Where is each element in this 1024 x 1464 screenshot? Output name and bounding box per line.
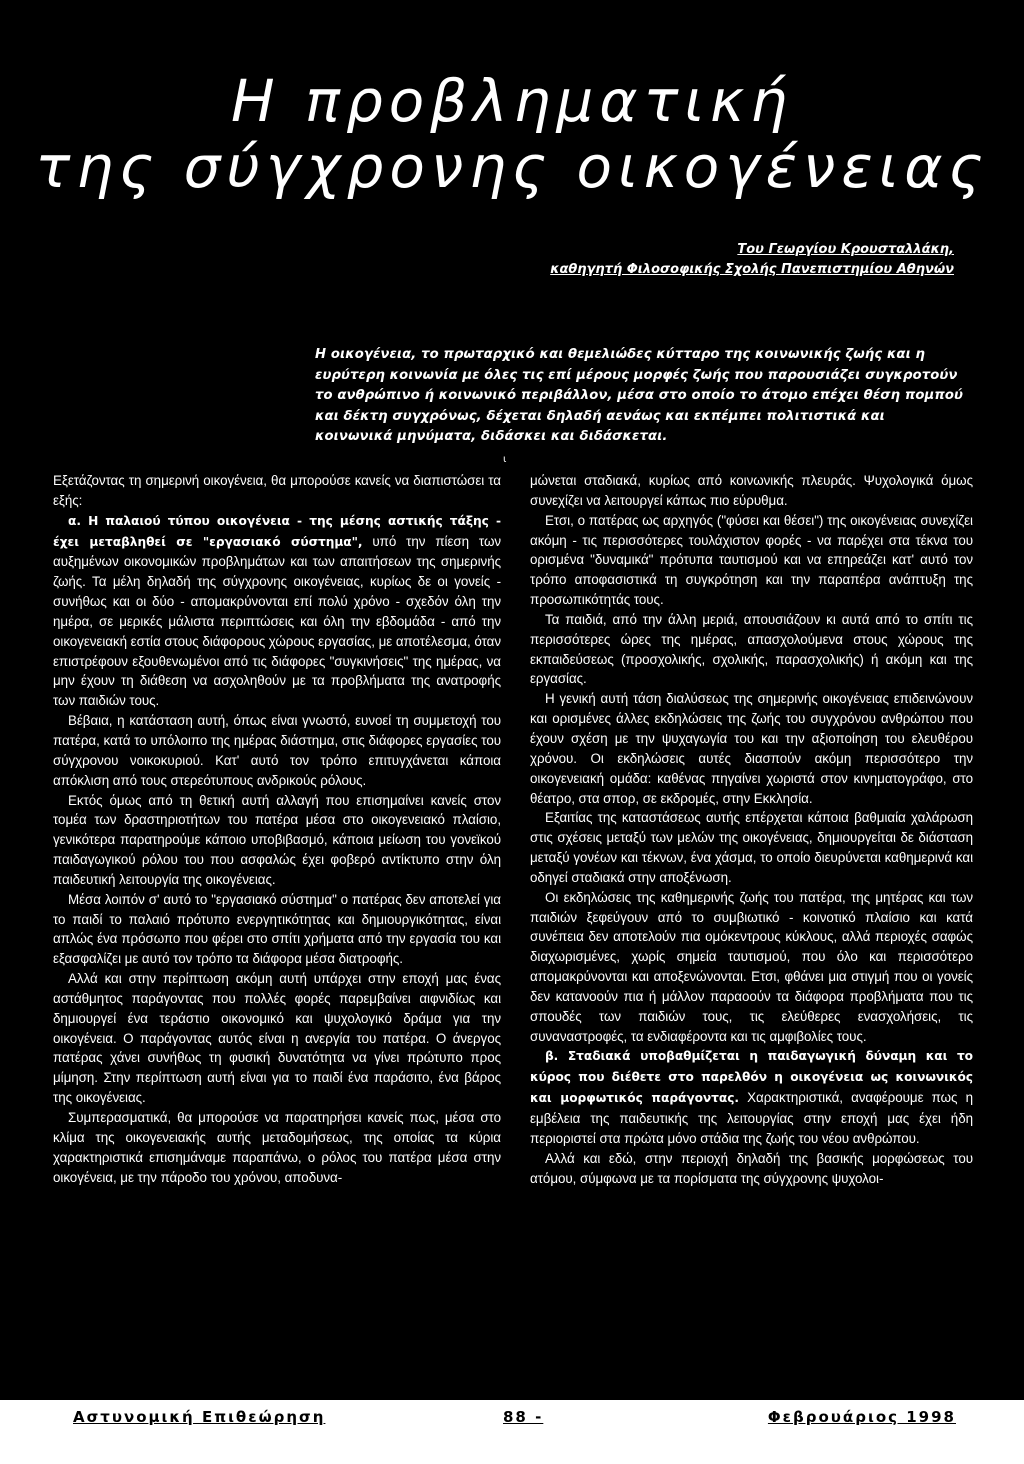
- text-column-left: [53, 471, 501, 1187]
- decorative-mark: ι: [503, 454, 507, 465]
- paragraph: Αλλά και στην περίπτωση ακόμη αυτή υπάρχει στην εποχή μας ένας αστάθμητος παράγοντας που πολλές φορές παρεμβαίνει αιφνιδίως και δημιουργεί ένα τεράστιο οικονομικό και ψυχολογικό δράμα για την οικογένεια. Ο παράγοντας αυτός είναι η ανεργία του πατέρα. Ο άνεργος πατέρας χάνει συνήθως τη φυσική δυνατότητα να γίνει πρώτυπο προς μίμηση. Στην περίπτωση αυτή είναι για το παιδί ένα παράσιτο, ένα βάρος της οικογένειας.: [53, 971, 501, 1106]
- paragraph-lead: β. Σταδιακά υποβαθμίζεται η παιδαγωγική δύναμη και το κύρος που διέθετε στο παρελθόν η οικογένεια ως κοινωνικός και μορφωτικός παράγοντας.: [530, 1049, 973, 1106]
- author-affiliation: καθηγητή Φιλοσοφικής Σχολής Πανεπιστημίου Αθηνών: [550, 262, 954, 277]
- journal-name: Αστυνομική Επιθεώρηση: [73, 1408, 326, 1426]
- issue-date: Φεβρουάριος 1998: [767, 1408, 956, 1426]
- page-number: 88 -: [503, 1408, 544, 1426]
- paragraph: μώνεται σταδιακά, κυρίως από κοινωνικής πλευράς. Ψυχολογικά όμως συνεχίζει να λειτουργεί κάπως πιο εύρυθμα.: [530, 473, 973, 508]
- paragraph-lead: α. Η παλαιού τύπου οικογένεια - της μέσης αστικής τάξης - έχει μεταβληθεί σε "εργασιακό σύστημα",: [53, 513, 501, 549]
- paragraph: Αλλά και εδώ, στην περιοχή δηλαδή της βασικής μορφώσεως του ατόμου, σύμφωνα με τα πορίσματα της σύγχρονης ψυχολοι-: [530, 1150, 973, 1186]
- article-title-line1: Η προβληματική: [231, 67, 793, 135]
- text-column-right: [530, 471, 973, 1188]
- paragraph: Βέβαια, η κατάσταση αυτή, όπως είναι γνωστό, ευνοεί τη συμμετοχή του πατέρα, κατά το υπόλοιπο της ημέρας διάστημα, στις διάφορες εργασίες του σύγχρονου νοικοκυριού. Κατ' αυτό τον τρόπο επιτυγχάνεται κάποια απόκλιση από τους στερεότυπους ανδρικούς ρόλους.: [53, 713, 501, 788]
- article-title-line2: της σύγχρονης οικογένειας: [35, 133, 989, 201]
- article-intro: Η οικογένεια, το πρωταρχικό και θεμελιώδες κύτταρο της κοινωνικής ζωής και η ευρύτερη κοινωνία με όλες τις επί μέρους μορφές ζωής που παρουσιάζει συγκροτούν το ανθρώπινο ή κοινωνικό περιβάλλον, μέσα στο οποίο το άτομο επέχει θέση πομπού και δέκτη συγχρόνως, δέχεται δηλαδή αενάως και εκπέμπει πολιτιστικά και κοινωνικά μηνύματα, διδάσκει και διδάσκεται.: [315, 347, 964, 445]
- paragraph: [53, 511, 501, 711]
- paragraph: Συμπερασματικά, θα μπορούσε να παρατηρήσει κανείς πως, μέσα στο κλίμα της οικογενειακής αυτής μεταδομήσεως, της οποίας τα κύρια χαρακτηριστικά επισημάναμε παραπάνω, ο ρόλος του πατέρα μέσα στην οικογένεια, με την πάροδο του χρόνου, αποδυνα-: [53, 1110, 501, 1185]
- paragraph: Η γενική αυτή τάση διαλύσεως της σημερινής οικογένειας επιδεινώνουν και ορισμένες άλλες εκδηλώσεις της ζωής του συγχρόνου ανθρώπου που έχουν σχέση με την ψυχαγωγία του και την αξιοποίηση του ελευθέρου χρόνου. Οι εκδηλώσεις αυτές διασπούν ακόμη περισσότερο την οικογενειακή ομάδα: καθένας πηγαίνει χωριστά στον κινηματογράφο, στο θέατρο, στα σπορ, σε εκδρομές, στην Εκκλησία.: [530, 691, 973, 806]
- paragraph: Οι εκδηλώσεις της καθημερινής ζωής του πατέρα, της μητέρας και των παιδιών ξεφεύγουν από το συμβιωτικό - κοινοτικό πλαίσιο και κατά συνέπεια δεν αποτελούν πια ομόκεντρους κύκλους, αλλά περιοχές σαφώς διαχωρισμένες, χωρίς σημεία ταυτισμού, που όλο και περισσότερο απομακρύνονται και αποξενώνονται. Ετσι, φθάνει μια στιγμή που οι γονείς δεν κατανοούν πια ή μάλλον παραοούν τα διάφορα προβλήματα που τις σπουδές των παιδιών τους, τις ελεύθερες ενασχολήσεις, τις συναναστροφές, τα ενδιαφέροντα και τις αμφιβολίες τους.: [530, 889, 973, 1044]
- paragraph-rest: Χαρακτηριστικά, αναφέρουμε πως η εμβέλεια της παιδευτικής της λειτουργίας στην εποχή μας έχει ήδη περιοριστεί στα πρώτα μόνο στάδια της ζωής του νέου ανθρώπου.: [530, 1090, 973, 1146]
- paragraph: [530, 1046, 973, 1148]
- paragraph: Εξαιτίας της καταστάσεως αυτής επέρχεται κάποια βαθμιαία χαλάρωση στις σχέσεις μεταξύ των μελών της οικογένειας, δημιουργείται δε διάσταση μεταξύ γονέων και τέκνων, ένα χάσμα, το οποίο διευρύνεται καθημερινά και οδηγεί σταδιακά στην αποξένωση.: [530, 810, 973, 885]
- paragraph: Μέσα λοιπόν σ' αυτό το "εργασιακό σύστημα" ο πατέρας δεν αποτελεί για το παιδί το παλαιό πρότυπο ενεργητικότητας και δημιουργικότητας, είναι απλώς ένα πρόσωπο που φέρει στο σπίτι χρήματα από την εργασία του και εξασφαλίζει με αυτό τον τρόπο τα διάφορα μέσα διατροφής.: [53, 891, 501, 967]
- paragraph-rest: υπό την πίεση των αυξημένων οικονομικών προβλημάτων και των απαιτήσεων της σημερινής ζωής. Τα μέλη δηλαδή της σύγχρονης οικογένειας, κυρίως δε οι γονείς - συνήθως και οι δύο - απομακρύνονται επί πολύ χρόνο - σχεδόν όλη την ημέρα, σε μερικές μάλιστα περιπτώσεις και όλη την εβδομάδα - από την οικογενειακή εστία στους διάφορους χώρους εργασίας, με αποτέλεσμα, όταν επιστρέφουν εξουθενωμένοι από τις διάφορες "συγκινήσεις" της ημέρας, να μην έχουν τη διάθεση να ασχοληθούν με τα προβλήματα της ανατροφής των παιδιών τους.: [53, 533, 501, 709]
- author-name: Του Γεωργίου Κρουσταλλάκη,: [737, 242, 954, 257]
- page-footer: [0, 1408, 1024, 1448]
- paragraph: Εξετάζοντας τη σημερινή οικογένεια, θα μπορούσε κανείς να διαπιστώσει τα εξής:: [53, 473, 501, 508]
- paragraph: Τα παιδιά, από την άλλη μεριά, απουσιάζουν κι αυτά από το σπίτι τις περισσότερες ώρες της ημέρας, απασχολούμενα στους χώρους της εκπαιδεύσεως (προσχολικής, σχολικής, παρασχολικής) ή ακόμη και της εργασίας.: [530, 611, 973, 687]
- paragraph: Ετσι, ο πατέρας ως αρχηγός ("φύσει και θέσει") της οικογένειας συνεχίζει ακόμη - τις περισσότερες τουλάχιστον φορές - να παρέχει στα τέκνα του ορισμένα "δυναμικά" πρότυπα ταυτισμού και να επηρεάζει κατ' αυτό τον τρόπο αποφασιστικά τη συγκρότηση και την παραπέρα ανάπτυξη της προσωπικότητάς τους.: [530, 512, 973, 608]
- paragraph: Εκτός όμως από τη θετική αυτή αλλαγή που επισημαίνει κανείς στον τομέα των δραστηριοτήτων του πατέρα μέσα στο οικογενειακό πλαίσιο, γενικότερα παρατηρούμε κάποιο υποβιβασμό, κάποια μείωση του γονεϊκού παιδαγωγικού ρόλου του που ασφαλώς έχει φοβερό αντίκτυπο στην όλη παιδευτική λειτουργία της οικογένειας.: [53, 792, 501, 887]
